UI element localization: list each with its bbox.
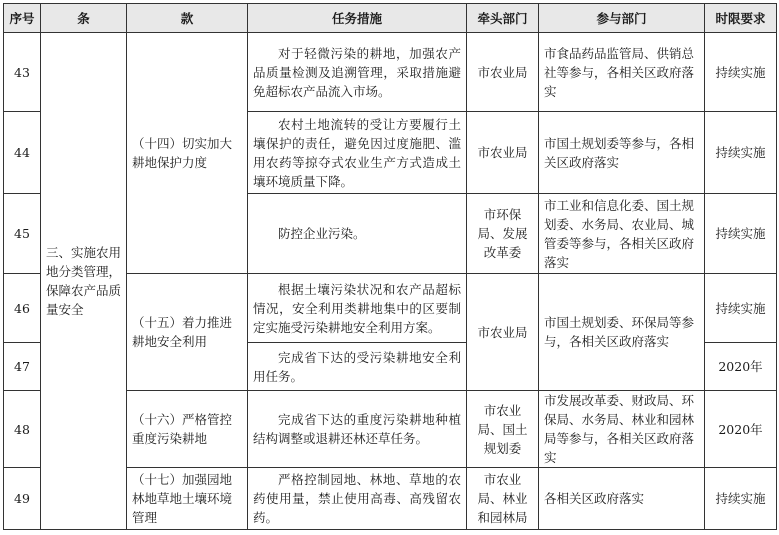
row-deadline: 持续实施 [705, 274, 777, 343]
table-row [4, 33, 777, 112]
header-measure: 任务措施 [248, 4, 467, 33]
row-deadline: 持续实施 [705, 468, 777, 530]
row-lead: 市环保局、发展改革委 [467, 194, 539, 274]
row-participants: 市发展改革委、财政局、环保局、水务局、林业和园林局等参与，各相关区政府落实 [539, 391, 705, 468]
row-measure: 根据土壤污染状况和农产品超标情况，安全利用类耕地集中的区要制定实施受污染耕地安全利用方案。 [248, 274, 467, 343]
clause-14: （十四）切实加大耕地保护力度 [127, 33, 248, 274]
row-participants: 各相关区政府落实 [539, 468, 705, 530]
row-no: 48 [4, 391, 41, 468]
row-lead: 市农业局 [467, 112, 539, 194]
row-deadline: 持续实施 [705, 33, 777, 112]
task-table [3, 3, 777, 530]
row-measure: 农村土地流转的受让方要履行土壤保护的责任，避免因过度施肥、滥用农药等掠夺式农业生产方式造成土壤环境质量下降。 [248, 112, 467, 194]
row-deadline: 2020年 [705, 343, 777, 391]
header-row [4, 4, 777, 33]
row-deadline: 持续实施 [705, 112, 777, 194]
row-participants: 市食品药品监管局、供销总社等参与，各相关区政府落实 [539, 33, 705, 112]
row-participants: 市工业和信息化委、国土规划委、水务局、农业局、城管委等参与，各相关区政府落实 [539, 194, 705, 274]
header-deadline: 时限要求 [705, 4, 777, 33]
header-clause: 款 [127, 4, 248, 33]
row-no: 44 [4, 112, 41, 194]
row-no: 46 [4, 274, 41, 343]
header-participants: 参与部门 [539, 4, 705, 33]
row-measure: 完成省下达的重度污染耕地种植结构调整或退耕还林还草任务。 [248, 391, 467, 468]
row-lead: 市农业局 [467, 33, 539, 112]
clause-17: （十七）加强园地林地草地土壤环境管理 [127, 468, 248, 530]
row-lead: 市农业局、林业和园林局 [467, 468, 539, 530]
row-measure: 防控企业污染。 [248, 194, 467, 274]
row-measure: 严格控制园地、林地、草地的农药使用量，禁止使用高毒、高残留农药。 [248, 468, 467, 530]
row-no: 49 [4, 468, 41, 530]
row-deadline: 2020年 [705, 391, 777, 468]
row-no: 45 [4, 194, 41, 274]
header-article: 条 [41, 4, 127, 33]
header-no: 序号 [4, 4, 41, 33]
row-measure: 完成省下达的受污染耕地安全利用任务。 [248, 343, 467, 391]
row-lead: 市农业局 [467, 274, 539, 391]
row-no: 43 [4, 33, 41, 112]
article-cell: 三、实施农用地分类管理，保障农产品质量安全 [41, 33, 127, 530]
row-deadline: 持续实施 [705, 194, 777, 274]
clause-16: （十六）严格管控重度污染耕地 [127, 391, 248, 468]
row-participants: 市国土规划委等参与，各相关区政府落实 [539, 112, 705, 194]
row-lead: 市农业局、国土规划委 [467, 391, 539, 468]
clause-15: （十五）着力推进耕地安全利用 [127, 274, 248, 391]
header-lead: 牵头部门 [467, 4, 539, 33]
row-no: 47 [4, 343, 41, 391]
row-measure: 对于轻微污染的耕地，加强农产品质量检测及追溯管理，采取措施避免超标农产品流入市场。 [248, 33, 467, 112]
row-participants: 市国土规划委、环保局等参与，各相关区政府落实 [539, 274, 705, 391]
